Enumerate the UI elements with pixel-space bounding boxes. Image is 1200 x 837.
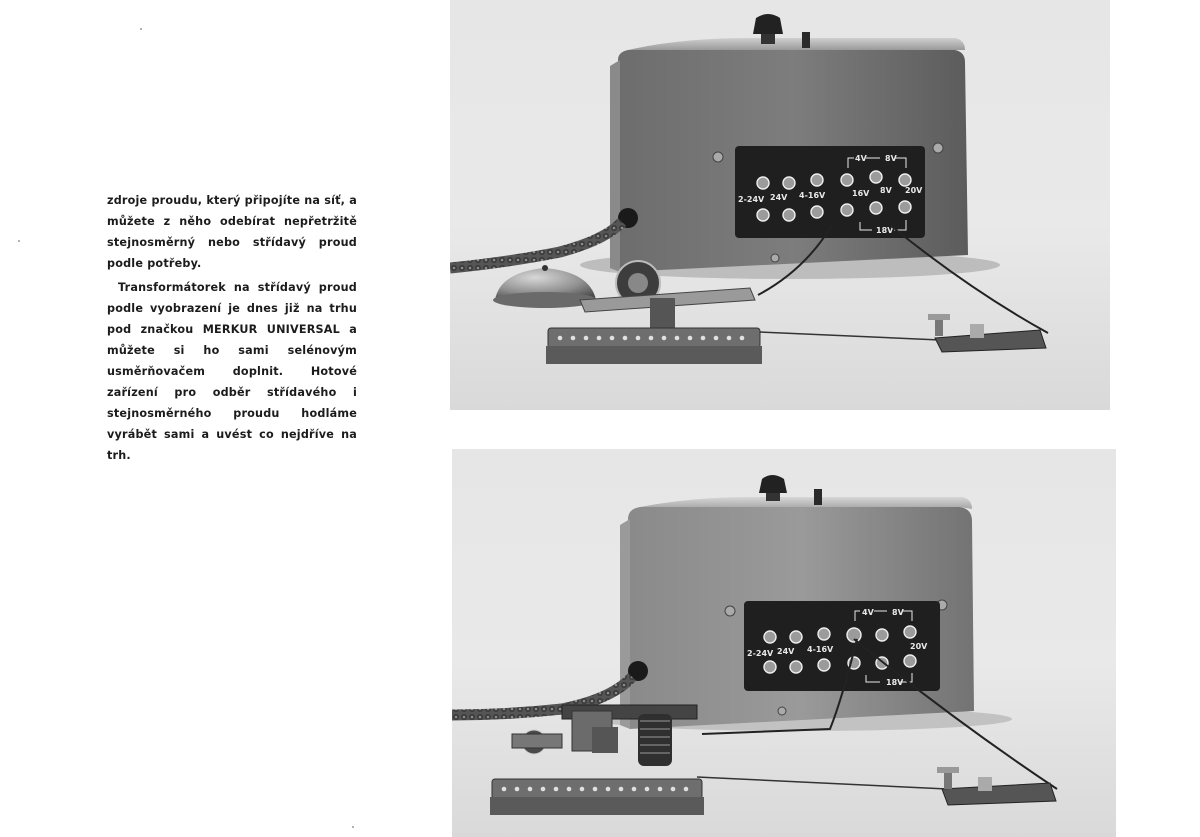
label-8v: 8V	[885, 154, 897, 163]
paragraph-1: zdroje proudu, který připojíte na síť, a můžete z něho odebírat nepřetržitě stejnosměrný nebo střídavý proud podle potřeby.	[107, 194, 357, 270]
label-16v: 16V	[852, 189, 870, 198]
label-4-16v: 4-16V	[807, 645, 834, 654]
paragraph-2: Transformátorek na střídavý proud podle vyobrazení je dnes již na trhu pod značkou MERKUR UNIVERSAL a můžete si ho sami selénovým usměrňovačem doplnit. Hotové zařízení pro odběr střídavého i stejnosměrného proudu hodláme vyrábět sami a uvést co nejdříve na trh.	[107, 281, 357, 462]
label-20v: 20V	[910, 642, 928, 651]
label-2-24v: 2-24V	[738, 195, 765, 204]
label-24v: 24V	[770, 193, 788, 202]
label-4v: 4V	[862, 608, 874, 617]
knob-icon	[759, 475, 787, 493]
knob-icon	[753, 14, 783, 34]
label-2-24v: 2-24V	[747, 649, 774, 658]
article-text	[107, 190, 357, 466]
paper-speck	[18, 240, 20, 242]
label-18v: 18V	[886, 678, 904, 687]
photo-2-drawing	[452, 449, 1116, 837]
paper-speck	[140, 28, 142, 30]
label-18v: 18V	[876, 226, 894, 235]
telegraph-key	[935, 330, 1046, 352]
photo-transformer-relay	[452, 449, 1116, 837]
telegraph-key	[942, 783, 1056, 805]
label-20v: 20V	[905, 186, 923, 195]
label-4v: 4V	[855, 154, 867, 163]
label-8v-mid: 8V	[880, 186, 892, 195]
photo-transformer-bell	[450, 0, 1110, 410]
photo-1-drawing	[450, 0, 1110, 410]
relay-coil	[638, 714, 672, 766]
label-8v: 8V	[892, 608, 904, 617]
label-24v: 24V	[777, 647, 795, 656]
paper-speck	[352, 826, 354, 828]
label-4-16v: 4-16V	[799, 191, 826, 200]
